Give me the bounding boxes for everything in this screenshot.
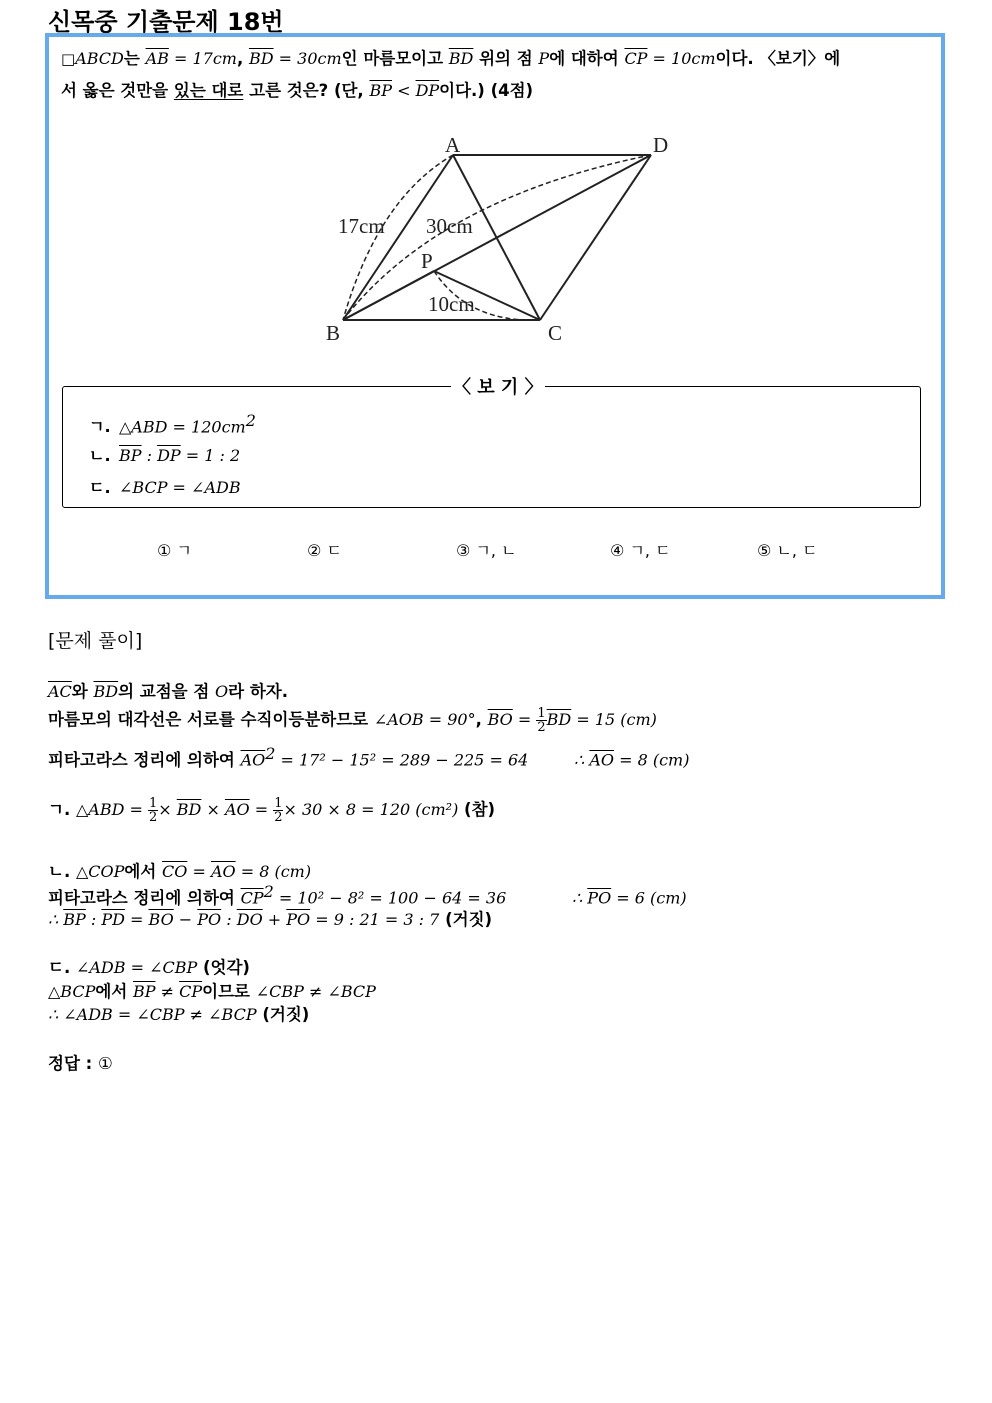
point-label-p: P [421,249,433,273]
solution-part-d-line-1: ㄷ. ∠ADB = ∠CBP (엇각) [48,958,250,977]
answer-value: ① [97,1054,113,1073]
solution-part-d-line-2: △BCP에서 $\overline{BP} \ne \overline{CP}$이므로 ∠CBP ≠ ∠BCP [48,982,376,1001]
bogi-box [62,377,921,508]
choice-2[interactable]: ② ㄷ [307,541,342,560]
verdict-false: (거짓) [256,1005,310,1024]
solution-line-2: 마름모의 대각선은 서로를 수직이등분하므로 ∠AOB = 90°, $\overline{BO}$ = $\frac{1}{2}$ $\overline{BD} = 15$ (cm) [48,706,657,735]
fraction: $\frac{1}{2}$ [537,706,546,735]
square-symbol: □ [61,50,76,68]
bogi-item-1: ㄱ. △ABD = $120cm^2$ [89,411,256,437]
vertex-label-c: C [548,321,563,345]
verdict-false: (거짓) [439,910,493,929]
rhombus-figure [318,128,678,348]
solution-heading: [문제 풀이] [48,630,143,652]
question-line-1: □ABCD는 $\overline{AB} = 17cm$, $\overline{BD} = 30cm$인 마름모이고 $\overline{BD}$ 위의 점 P에 대하여 $\overline{CP} = 10cm$이다. 〈보기〉에 [61,49,841,68]
bogi-item-3: ㄷ. ∠BCP = ∠ADB [89,478,241,497]
choice-3[interactable]: ③ ㄱ, ㄴ [456,541,517,560]
length-label-cp: 10cm [428,292,475,316]
verdict-true: (참) [458,800,496,819]
solution-line-3: 피타고라스 정리에 의하여 $\overline{AO}^2 = 17^2 - 15^2 = 289 - 225 = 64$ ∴ $\overline{AO} = 8$ (cm) [48,744,690,770]
bogi-item-2: ㄴ. $\overline{BP}$ : $\overline{DP} = 1$ : 2 [89,446,241,465]
choice-4[interactable]: ④ ㄱ, ㄷ [610,541,671,560]
solution-part-d-line-3: ∴ ∠ADB = ∠CBP ≠ ∠BCP (거짓) [48,1005,310,1024]
solution-part-g: ㄱ. △ABD = $\frac{1}{2}$ × $\overline{BD} \times \overline{AO}$ = $\frac{1}{2}$ × 30 × 8 = 120 (cm²) (참) [48,796,496,825]
page-title: 신목중 기출문제 18번 [48,8,284,36]
choice-1[interactable]: ① ㄱ [157,541,192,560]
solution-part-n-line-2: 피타고라스 정리에 의하여 $\overline{CP}^2 = 10^2 - 8^2 = 100 - 64 = 36$ ∴ $\overline{PO} = 6$ (cm) [48,882,687,908]
length-label-bd: 30cm [426,214,473,238]
emphasis-text: 있는 대로 [173,81,244,100]
vertex-label-a: A [445,133,461,157]
choice-5[interactable]: ⑤ ㄴ, ㄷ [757,541,818,560]
solution-part-n-line-1: ㄴ. △COP에서 $\overline{CO} = \overline{AO} = 8$ (cm) [48,862,312,881]
solution-part-n-line-3: ∴ $\overline{BP}$ : $\overline{PD} = \overline{BO} - \overline{PO}$ : $\overline{DO} + \overline{PO} = 9$ : 21 = 3 : 7 (거짓) [48,910,493,929]
bogi-title: 〈 보 기 〉 [451,373,545,399]
vertex-label-d: D [653,133,669,157]
length-label-ab: 17cm [338,214,385,238]
solution-line-1: $\overline{AC}$와 $\overline{BD}$의 교점을 점 O라 하자. [48,682,288,701]
vertex-label-b: B [326,321,341,345]
question-line-2: 서 옳은 것만을 있는 대로 고른 것은? (단, $\overline{BP} < \overline{DP}$이다.) (4점) [61,81,534,100]
answer-line: 정답 : ① [48,1054,113,1073]
